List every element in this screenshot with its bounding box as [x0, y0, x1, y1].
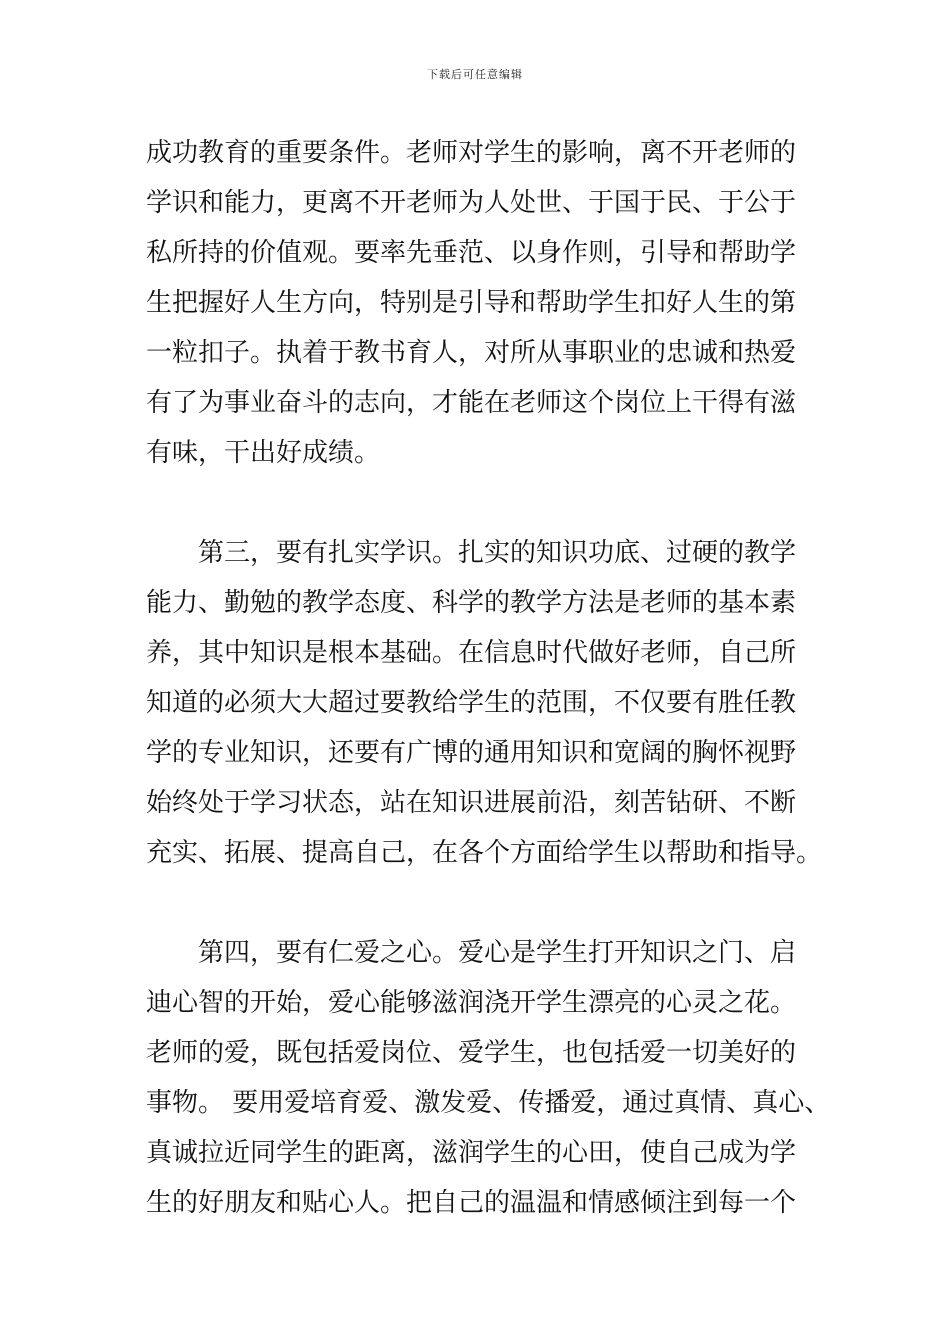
text-line: 学的专业知识，还要有广博的通用知识和宽阔的胸怀视野	[146, 738, 797, 768]
paragraph-gap	[146, 478, 826, 528]
text-line: 第三，要有扎实学识。扎实的知识功底、过硬的教学	[198, 538, 797, 568]
text-line: 成功教育的重要条件。老师对学生的影响，离不开老师的	[146, 138, 797, 168]
text-line: 一粒扣子。执着于教书育人，对所从事职业的忠诚和热爱	[146, 338, 797, 368]
document-body	[146, 128, 831, 1228]
paragraph-fourth-point	[146, 928, 831, 1228]
text-line: 能力、勤勉的教学态度、科学的教学方法是老师的基本素	[146, 588, 797, 618]
text-line: 知道的必须大大超过要教给学生的范围，不仅要有胜任教	[146, 688, 797, 718]
text-line: 第四，要有仁爱之心。爱心是学生打开知识之门、启	[198, 938, 797, 968]
text-line: 私所持的价值观。要率先垂范、以身作则，引导和帮助学	[146, 238, 797, 268]
text-line: 学识和能力，更离不开老师为人处世、于国于民、于公于	[146, 188, 797, 218]
text-line: 有味，干出好成绩。	[146, 438, 381, 468]
text-line: 生的好朋友和贴心人。把自己的温温和情感倾注到每一个	[146, 1188, 797, 1218]
page-header: 下载后可任意编辑	[427, 68, 523, 81]
text-line: 生把握好人生方向，特别是引导和帮助学生扣好人生的第	[146, 288, 797, 318]
text-line: 养，其中知识是根本基础。在信息时代做好老师，自己所	[146, 638, 797, 668]
text-line: 始终处于学习状态，站在知识进展前沿，刻苦钻研、不断	[146, 788, 797, 818]
text-line: 充实、拓展、提高自己，在各个方面给学生以帮助和指导。	[146, 838, 823, 868]
text-line: 老师的爱，既包括爱岗位、爱学生，也包括爱一切美好的	[146, 1038, 797, 1068]
text-line: 有了为事业奋斗的志向，才能在老师这个岗位上干得有滋	[146, 388, 797, 418]
paragraph-third-point	[146, 528, 826, 878]
text-line: 事物。 要用爱培育爱、激发爱、传播爱，通过真情、真心、	[146, 1088, 831, 1118]
text-line: 迪心智的开始，爱心能够滋润浇开学生漂亮的心灵之花。	[146, 988, 797, 1018]
text-line: 真诚拉近同学生的距离，滋润学生的心田，使自己成为学	[146, 1138, 797, 1168]
paragraph-gap	[146, 878, 826, 928]
paragraph-continuation	[146, 128, 826, 478]
